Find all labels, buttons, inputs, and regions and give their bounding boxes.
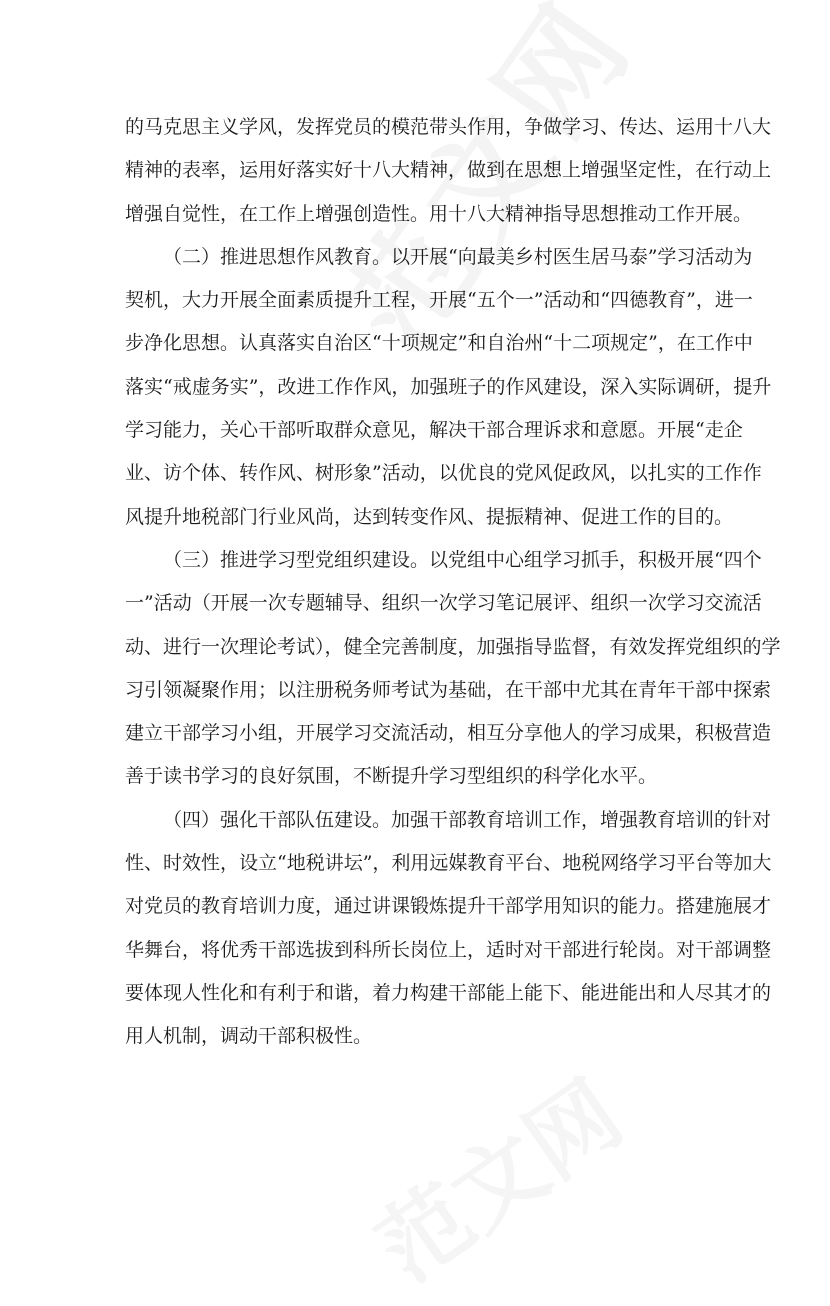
- text-line: 精神的表率，运用好落实好十八大精神，做到在思想上增强坚定性，在行动上: [125, 159, 772, 182]
- text-line: 性、时效性，设立“地税讲坛”，利用远媒教育平台、地税网络学习平台等加大: [125, 852, 772, 875]
- text-line: 风提升地税部门行业风尚，达到转变作风、提振精神、促进工作的目的。: [125, 505, 734, 528]
- paragraph: [125, 539, 781, 799]
- text-line: 业、访个体、转作风、树形象”活动，以优良的党风促政风，以扎实的工作作: [125, 462, 762, 485]
- document-body: [125, 106, 781, 1059]
- text-line: 落实“戒虚务实”，改进工作作风，加强班子的作风建设，深入实际调研，提升: [125, 375, 772, 398]
- text-line: （四）强化干部队伍建设。加强干部教育培训工作，增强教育培训的针对: [163, 808, 772, 831]
- text-line: 习引领凝聚作用；以注册税务师考试为基础，在干部中尤其在青年干部中探索: [125, 678, 772, 701]
- text-line: 对党员的教育培训力度，通过讲课锻炼提升干部学用知识的能力。搭建施展才: [125, 895, 772, 918]
- text-line: 增强自觉性，在工作上增强创造性。用十八大精神指导思想推动工作开展。: [125, 202, 753, 225]
- text-line: 善于读书学习的良好氛围，不断提升学习型组织的科学化水平。: [125, 765, 658, 788]
- text-line: 建立干部学习小组，开展学习交流活动，相互分享他人的学习成果，积极营造: [125, 722, 772, 745]
- watermark-bottom: [347, 1044, 643, 1305]
- text-line: 契机，大力开展全面素质提升工程，开展“五个一”活动和“四德教育”，进一: [125, 289, 753, 312]
- text-line: （二）推进思想作风教育。以开展“向最美乡村医生居马泰”学习活动为: [163, 245, 753, 268]
- text-line: 学习能力，关心干部听取群众意见，解决干部合理诉求和意愿。开展“走企: [125, 419, 743, 442]
- text-line: 的马克思主义学风，发挥党员的模范带头作用，争做学习、传达、运用十八大: [125, 116, 772, 138]
- text-line: 动、进行一次理论考试），健全完善制度，加强指导监督，有效发挥党组织的学: [125, 635, 781, 658]
- paragraph: [125, 799, 772, 1059]
- text-line: 用人机制，调动干部积极性。: [125, 1025, 373, 1048]
- text-line: 华舞台，将优秀干部选拔到科所长岗位上，适时对干部进行轮岗。对干部调整: [125, 938, 772, 961]
- text-line: 要体现人性化和有利于和谐，着力构建干部能上能下、能进能出和人尽其才的: [125, 981, 772, 1004]
- text-line: 步净化思想。认真落实自治区“十项规定”和自治州“十二项规定”，在工作中: [125, 332, 753, 355]
- text-line: 一”活动（开展一次专题辅导、组织一次学习笔记展评、组织一次学习交流活: [125, 592, 762, 615]
- paragraph: [125, 236, 772, 539]
- text-line: （三）推进学习型党组织建设。以党组中心组学习抓手，积极开展“四个: [163, 548, 762, 571]
- paragraph: [125, 106, 772, 236]
